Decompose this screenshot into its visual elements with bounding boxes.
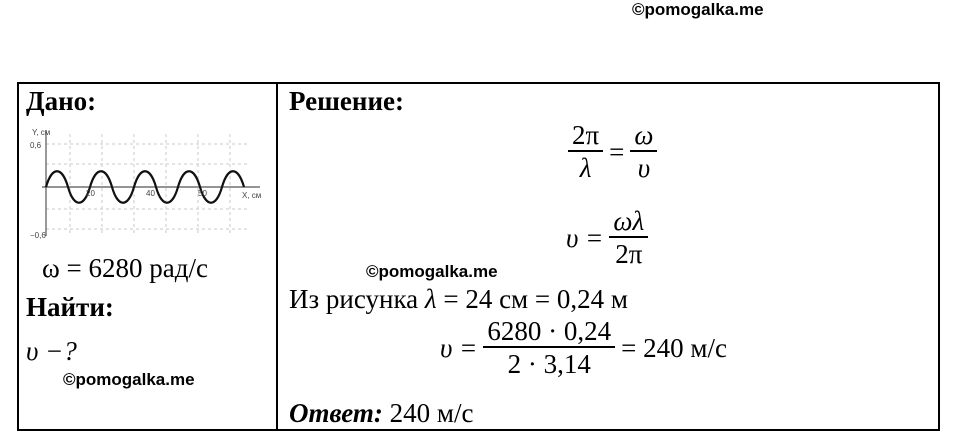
find-velocity: υ −? xyxy=(26,336,77,366)
fraction-denominator: 2 · 3,14 xyxy=(507,349,591,379)
watermark-middle: ©pomogalka.me xyxy=(366,262,498,281)
x-tick-50: 50 xyxy=(198,189,207,198)
fraction-omega-lambda-over-2pi xyxy=(609,206,648,270)
equals-sign: = xyxy=(609,136,625,167)
graph-grid xyxy=(46,134,250,236)
watermark-top: ©pomogalka.me xyxy=(632,0,764,19)
formula-lhs: υ = xyxy=(566,222,604,253)
formula-numeric-velocity xyxy=(440,316,727,380)
answer-line xyxy=(289,398,473,429)
fraction-denominator: 2π xyxy=(615,239,643,269)
table-divider xyxy=(276,82,278,431)
x-tick-20: 20 xyxy=(86,189,95,198)
fraction-numerator: 6280 · 0,24 xyxy=(487,316,612,346)
from-figure-prefix: Из рисунка xyxy=(289,284,425,314)
fraction-numeric xyxy=(483,316,615,380)
y-axis-label: Y, см xyxy=(32,128,51,137)
fraction-numerator: ωλ xyxy=(613,206,645,236)
wave-graph xyxy=(28,126,268,242)
fraction-denominator: λ xyxy=(579,153,592,183)
lambda-symbol: λ xyxy=(424,284,437,314)
formula-lhs: υ = xyxy=(440,332,478,363)
y-tick-bottom: −0,6 xyxy=(30,231,46,240)
wavelength-from-figure xyxy=(289,284,628,315)
answer-label: Ответ: xyxy=(289,398,383,428)
fraction-omega-over-v xyxy=(630,120,657,184)
from-figure-value: = 24 см = 0,24 м xyxy=(436,284,628,314)
formula-velocity xyxy=(566,206,654,270)
x-tick-40: 40 xyxy=(146,189,155,198)
fraction-denominator: υ xyxy=(637,153,651,183)
given-omega: ω = 6280 рад/с xyxy=(42,253,208,283)
fraction-numerator: ω xyxy=(634,120,654,150)
y-tick-top: 0,6 xyxy=(30,141,42,150)
given-heading: Дано: xyxy=(26,86,97,116)
formula-result: = 240 м/с xyxy=(621,332,727,363)
formula-wave-relation xyxy=(562,120,663,184)
find-heading: Найти: xyxy=(26,292,114,322)
fraction-numerator: 2π xyxy=(572,120,600,150)
watermark-bottom: ©pomogalka.me xyxy=(63,370,195,389)
answer-value: 240 м/с xyxy=(382,398,474,428)
fraction-2pi-over-lambda xyxy=(568,120,603,184)
solution-heading: Решение: xyxy=(289,86,404,116)
x-axis-label: X, см xyxy=(242,191,262,200)
